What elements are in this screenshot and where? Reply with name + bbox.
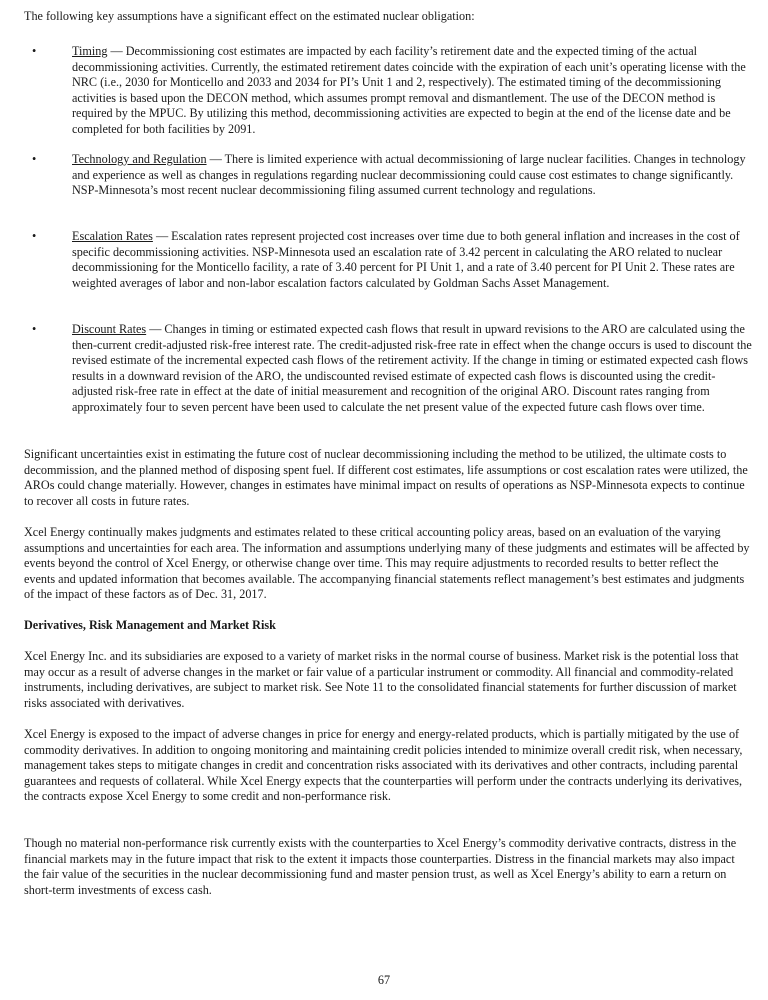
bullet-text: — There is limited experience with actual decommissioning of large nuclear facilities. Changes in technology and experience as well as changes in regulations regarding nuclear decommissioning could cause cost estimates to change significantly. NSP-Minnesota’s most recent nuclear decommissioning filing assumed current technology and regulations. <box>72 152 746 198</box>
bullet-body <box>72 152 752 199</box>
judgments-paragraph: Xcel Energy continually makes judgments and estimates related to these critical accounting policy areas, based on an evaluation of the varying assumptions and uncertainties for each area. The information and assumptions underlying many of these judgments and estimates will be affected by events beyond the control of Xcel Energy, or otherwise change over time. This may require adjustments to recorded results to better reflect the events and updated information that becomes available. The accompanying financial statements reflect management’s best estimates and judgments of the impact of these factors as of Dec. 31, 2017. <box>24 525 750 602</box>
bullet-term: Timing <box>72 44 108 58</box>
market-risk-paragraph: Xcel Energy Inc. and its subsidiaries are exposed to a variety of market risks in the normal course of business. Market risk is the potential loss that may occur as a result of adverse changes in the market or fair value of a particular instrument or commodity. All financial and commodity-related instruments, including derivatives, are subject to market risk. See Note 11 to the consolidated financial statements for further discussion of market risks associated with derivatives. <box>24 649 739 710</box>
bullet-term: Discount Rates <box>72 322 147 336</box>
non-performance-paragraph: Though no material non-performance risk currently exists with the counterparties to Xcel Energy’s commodity derivative contracts, distress in the financial markets may in the future impact that risk to the extent it impacts those counterparties. Distress in the financial markets may also impact the fair value of the securities in the nuclear decommissioning fund and master pension trust, as well as Xcel Energy’s ability to earn a return on short-term investments of excess cash. <box>24 836 737 897</box>
intro-paragraph: The following key assumptions have a significant effect on the estimated nuclear obligation: <box>24 9 475 23</box>
bullet-term: Escalation Rates <box>72 229 153 243</box>
bullet-body <box>72 229 752 291</box>
bullet-body <box>72 322 752 416</box>
bullet-text: — Escalation rates represent projected cost increases over time due to both general inflation and increases in the cost of specific decommissioning activities. NSP-Minnesota used an escalation rate of 3.42 percent in calculating the ARO related to nuclear decommissioning for the Monticello facility, a rate of 3.40 percent for PI Unit 1, and a rate of 3.40 percent for PI Unit 2. These rates are weighted averages of labor and non-labor escalation factors calculated by Goldman Sachs Asset Management. <box>72 229 740 290</box>
bullet-body <box>72 44 752 138</box>
page-number: 67 <box>377 973 391 987</box>
bullet-icon: • <box>32 44 37 58</box>
section-heading: Derivatives, Risk Management and Market Risk <box>24 618 276 632</box>
bullet-text: — Changes in timing or estimated expected cash flows that result in upward revisions to the ARO are calculated using the then-current credit-adjusted risk-free interest rate. The credit-adjusted risk-free rate in effect when the change occurs is used to discount the revised estimate of the incremental expected cash flows of the retirement activity. If the change in timing or estimated expected cash flows results in a downward revision of the ARO, the undiscounted revised estimate of expected cash flows is discounted using the credit-adjusted risk-free rate in effect at the date of initial measurement and recognition of the original ARO. Discount rates ranging from approximately four to seven percent have been used to calculate the net present value of the expected future cash flows over time. <box>72 322 752 414</box>
bullet-text: — Decommissioning cost estimates are impacted by each facility’s retirement date and the expected timing of the actual decommissioning activities. Currently, the estimated retirement dates coincide with the expiration of each unit’s operating license with the NRC (i.e., 2030 for Monticello and 2033 and 2034 for PI’s Unit 1 and 2, respectively). The estimated timing of the decommissioning activities is based upon the DECON method, which assumes prompt removal and dismantlement. The use of the DECON method is required by the MPUC. By utilizing this method, decommissioning activities are expected to begin at the end of the license date and be completed for both facilities by 2091. <box>72 44 746 136</box>
bullet-icon: • <box>32 229 37 243</box>
commodity-derivatives-paragraph: Xcel Energy is exposed to the impact of adverse changes in price for energy and energy-related products, which is partially mitigated by the use of commodity derivatives. In addition to ongoing monitoring and maintaining credit policies intended to minimize overall credit risk, when necessary, management takes steps to mitigate changes in credit and concentration risks associated with its derivatives and other contracts, including parental guarantees and requests of collateral. While Xcel Energy expects that the counterparties will perform under the contracts underlying its derivatives, the contracts expose Xcel Energy to some credit and non-performance risk. <box>24 727 743 804</box>
bullet-icon: • <box>32 152 37 166</box>
uncertainties-paragraph: Significant uncertainties exist in estimating the future cost of nuclear decommissioning including the method to be utilized, the ultimate costs to decommission, and the planned method of disposing spent fuel. If different cost estimates, life assumptions or cost escalation rates were utilized, the AROs could change materially. However, changes in estimates have minimal impact on results of operations as NSP-Minnesota expects to continue to recover all costs in future rates. <box>24 447 748 508</box>
bullet-term: Technology and Regulation <box>72 152 207 166</box>
bullet-icon: • <box>32 322 37 336</box>
